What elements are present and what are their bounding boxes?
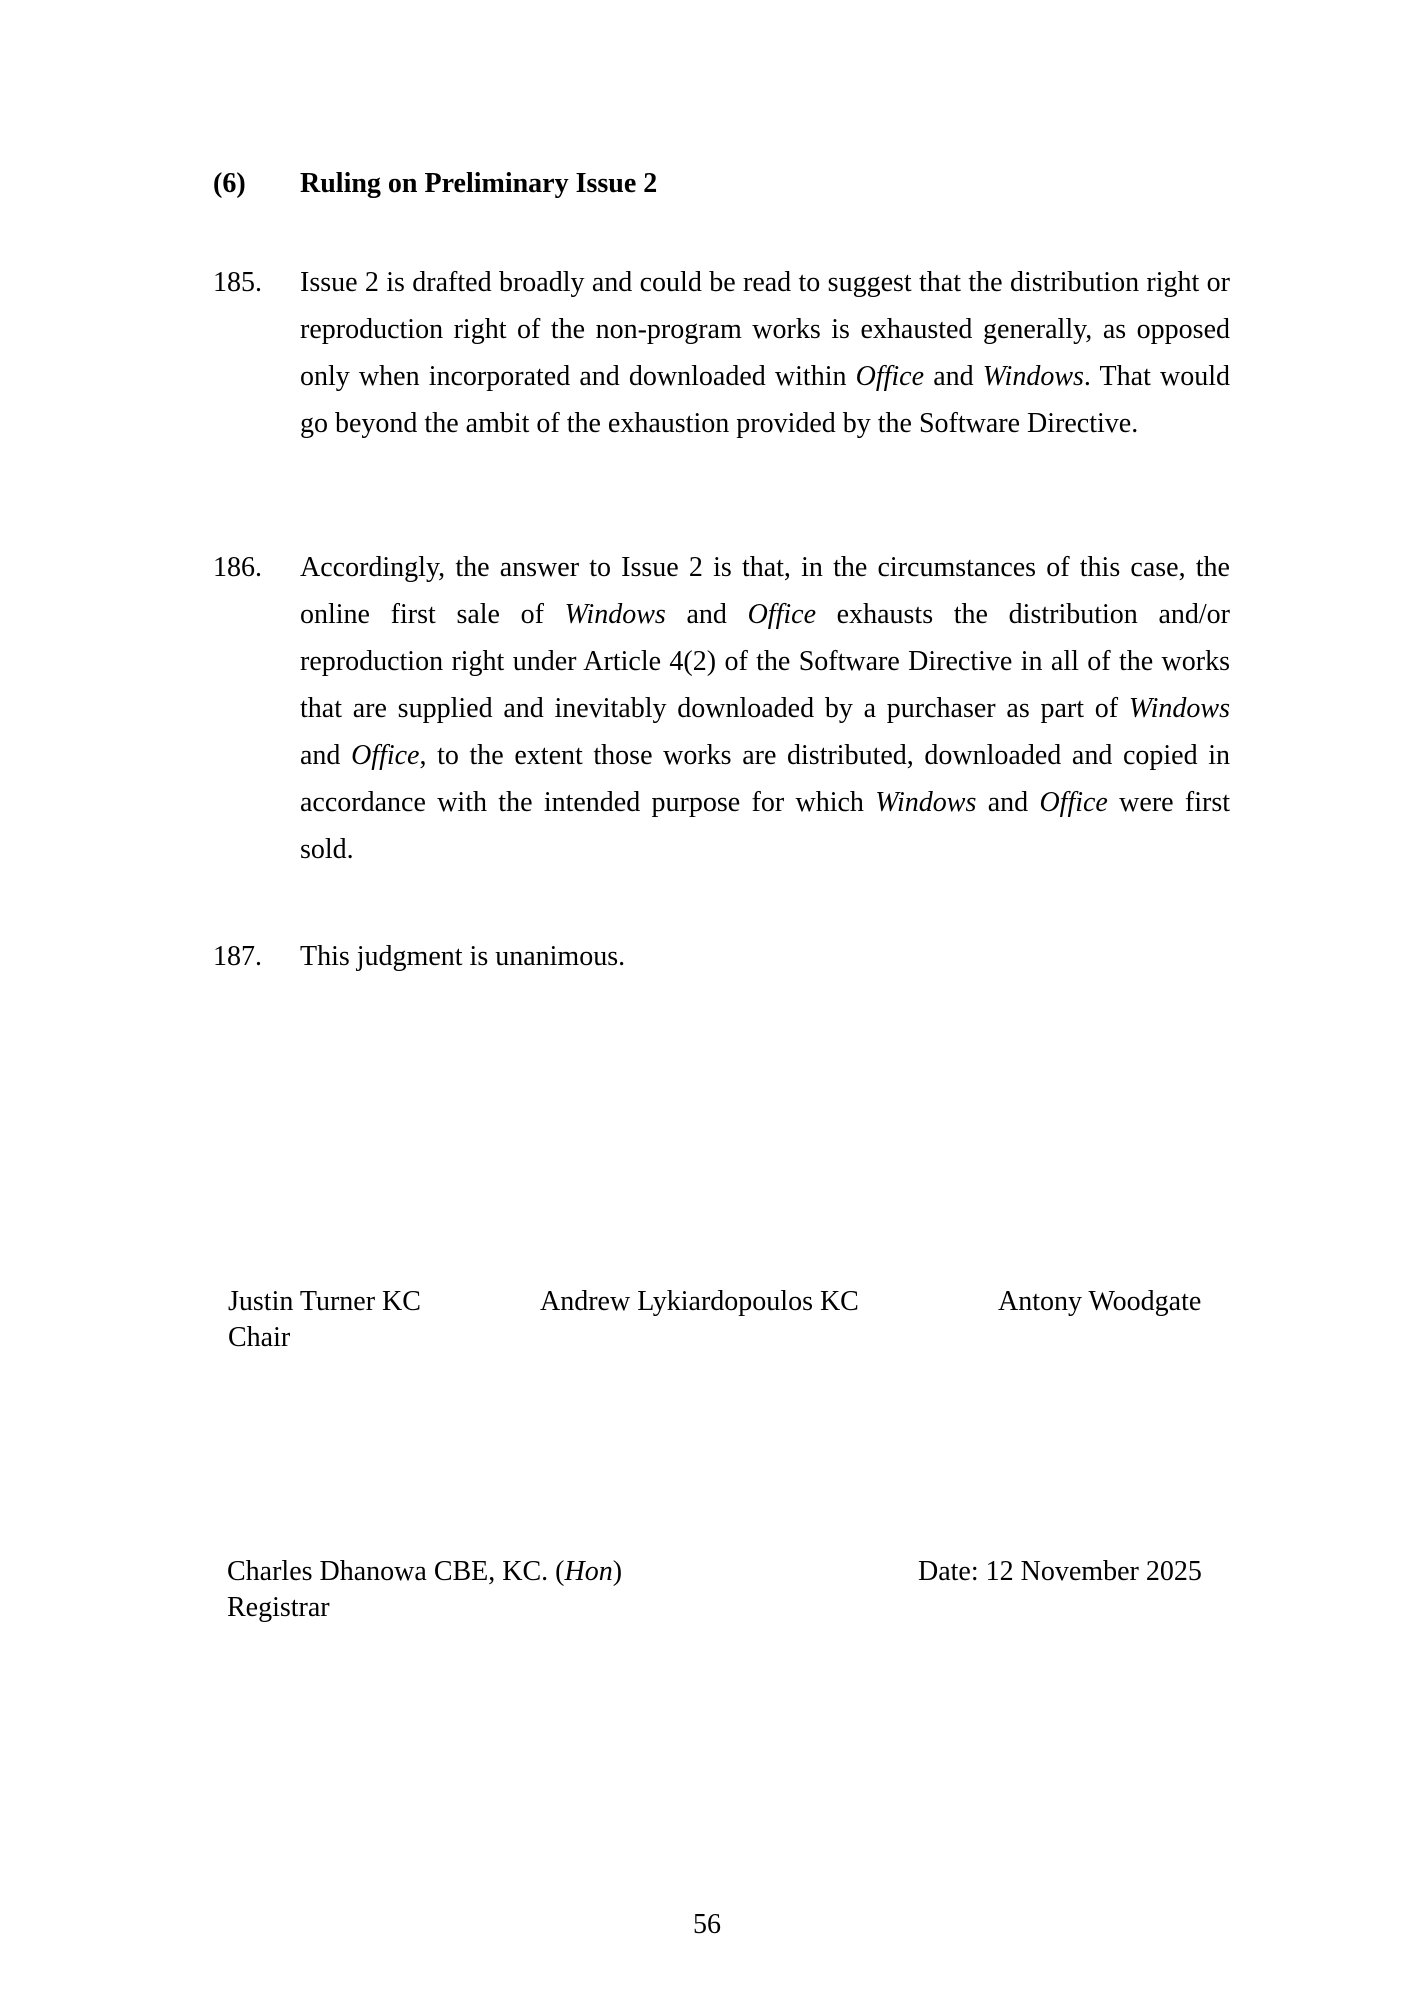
paragraph-number: 187. (213, 941, 262, 972)
section-heading (213, 160, 1230, 207)
signature-name: Antony Woodgate (998, 1286, 1202, 1317)
paragraph-185 (213, 259, 1230, 447)
section-heading-number: (6) (213, 168, 246, 199)
signature-role: Chair (228, 1322, 291, 1353)
section-heading-title: Ruling on Preliminary Issue 2 (300, 168, 658, 199)
paragraph-text: Issue 2 is drafted broadly and could be read to suggest that the distribution right or reproduction right of the non-program works is exhausted generally, as opposed only when incorporated and downloaded within Office and Windows. That would go beyond the ambit of the exhaustion provided by the Software Directive. (300, 267, 1230, 439)
signature-name: Justin Turner KC (228, 1286, 421, 1317)
signature-name: Andrew Lykiardopoulos KC (540, 1286, 859, 1317)
signature-block-chair (228, 1284, 421, 1356)
signature-block-member-3 (998, 1284, 1201, 1320)
paragraph-186 (213, 544, 1230, 873)
judgment-date: Date: 12 November 2025 (918, 1556, 1202, 1587)
paragraph-number: 185. (213, 267, 262, 298)
registrar-role: Registrar (227, 1592, 330, 1623)
registrar-block (227, 1554, 622, 1626)
page-number: 56 (693, 1909, 721, 1940)
paragraph-text: This judgment is unanimous. (300, 941, 626, 972)
paragraph-text: Accordingly, the answer to Issue 2 is that, in the circumstances of this case, the online first sale of Windows and Office exhausts the distribution and/or reproduction right under Article 4(2) of the Software Directive in all of the works that are supplied and inevitably downloaded by a purchaser as part of Windows and Office, to the extent those works are distributed, downloaded and copied in accordance with the intended purpose for which Windows and Office were first sold. (300, 552, 1230, 865)
signature-block-member-2 (540, 1284, 859, 1320)
paragraph-187 (213, 933, 1230, 980)
paragraph-number: 186. (213, 552, 262, 583)
registrar-name: Charles Dhanowa CBE, KC. (Hon) (227, 1556, 623, 1587)
